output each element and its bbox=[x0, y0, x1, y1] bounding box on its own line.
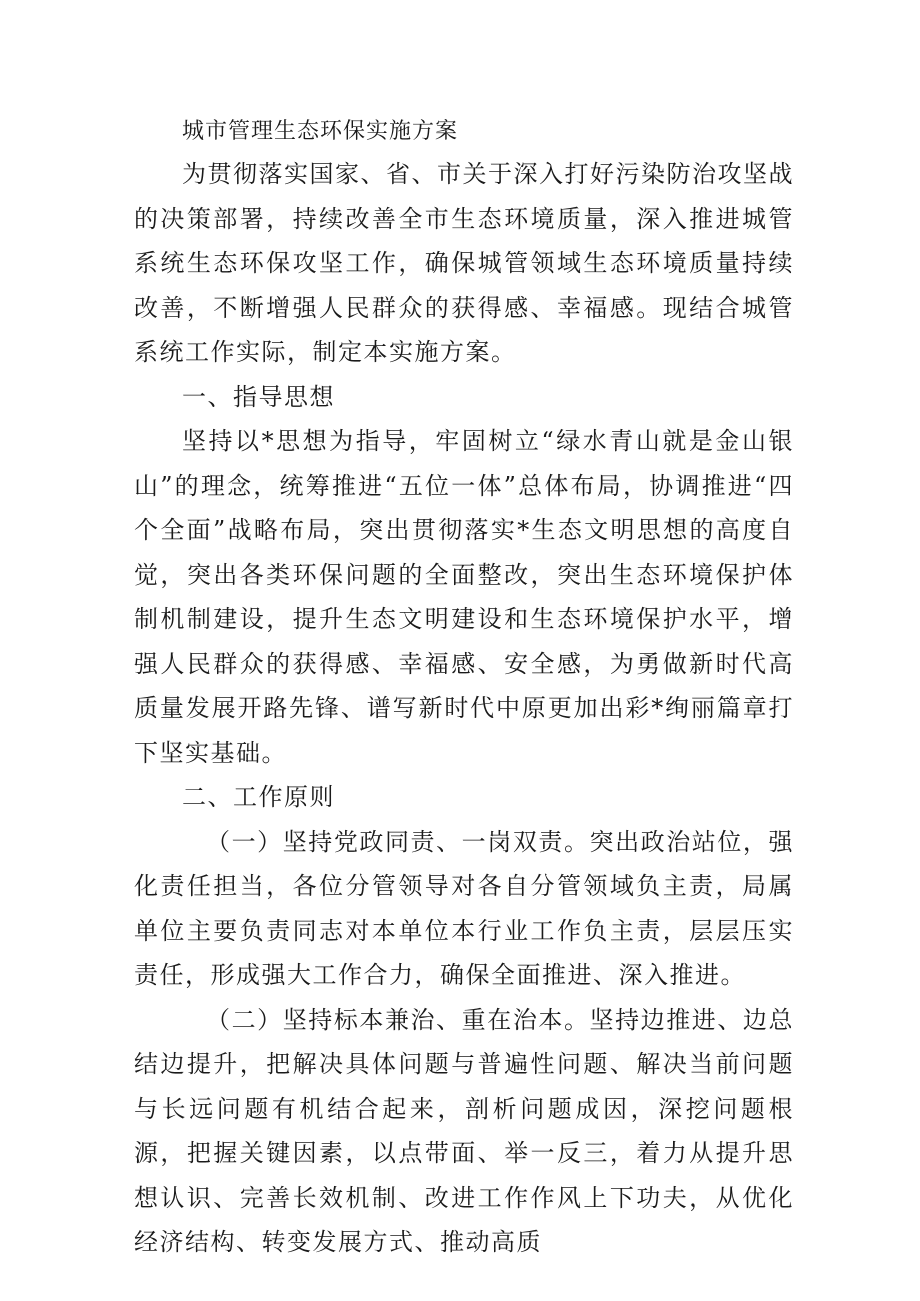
section-heading-guiding-thought: 一、指导思想 bbox=[182, 382, 335, 411]
principle-item-1: （一）坚持党政同责、一岗双责。突出政治站位，强化责任担当，各位分管领导对各自分管领域负主责，局属单位主要负责同志对本单位本行业工作负主责，层层压实责任，形成强大工作合力，确保全面推进、深入推进。 bbox=[134, 827, 794, 989]
document-page bbox=[134, 112, 794, 1265]
section-heading-work-principles: 二、工作原则 bbox=[182, 783, 335, 811]
guiding-thought-paragraph: 坚持以*思想为指导，牢固树立“绿水青山就是金山银山”的理念，统筹推进“五位一体”总体布局，协调推进“四个全面”战略布局，突出贯彻落实*生态文明思想的高度自觉，突出各类环保问题的全面整改，突出生态环境保护体制机制建设，提升生态文明建设和生态环境保护水平，增强人民群众的获得感、幸福感、安全感，为勇做新时代高质量发展开路先锋、谱写新时代中原更加出彩*绚丽篇章打下坚实基础。 bbox=[134, 427, 794, 767]
principle-item-2: （二）坚持标本兼治、重在治本。坚持边推进、边总结边提升，把解决具体问题与普遍性问题、解决当前问题与长远问题有机结合起来，剖析问题成因，深挖问题根源，把握关键因素，以点带面、举一反三，着力从提升思想认识、完善长效机制、改进工作作风上下功夫，从优化经济结构、转变发展方式、推动高质 bbox=[134, 1005, 794, 1256]
intro-paragraph: 为贯彻落实国家、省、市关于深入打好污染防治攻坚战的决策部署，持续改善全市生态环境质量，深入推进城管系统生态环保攻坚工作，确保城管领域生态环境质量持续改善，不断增强人民群众的获得感、幸福感。现结合城管系统工作实际，制定本实施方案。 bbox=[134, 160, 794, 366]
document-title: 城市管理生态环保实施方案 bbox=[182, 119, 459, 144]
